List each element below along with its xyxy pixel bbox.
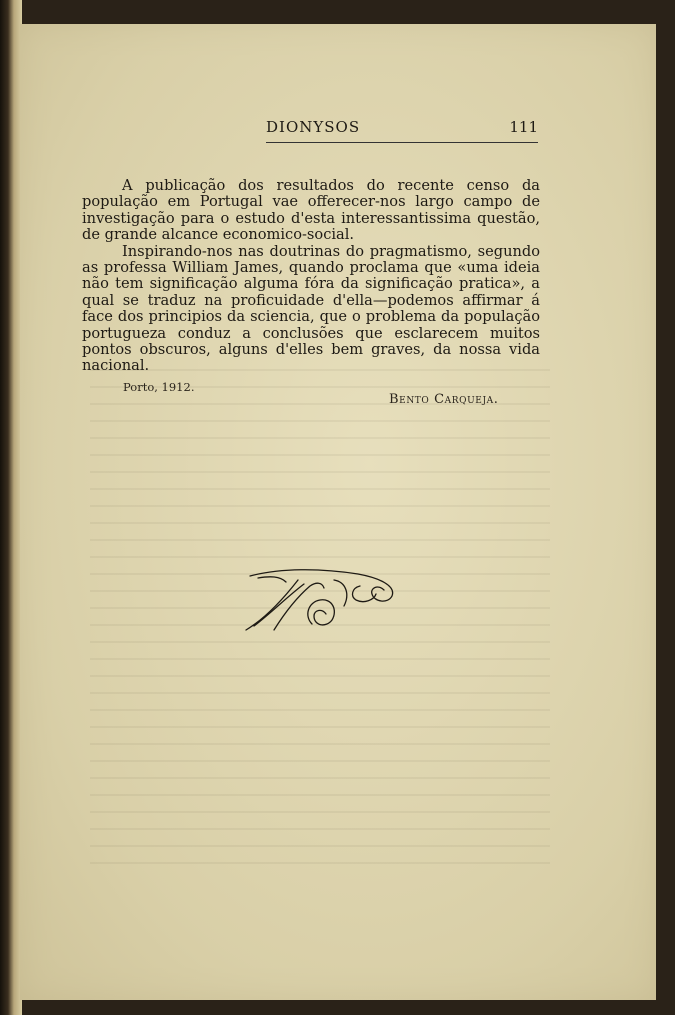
running-header — [266, 118, 538, 143]
page-number: 111 — [509, 118, 538, 136]
paragraph-2: Inspirando-nos nas doutrinas do pragmatismo, segundo as professa William James, quando proclama que «uma ideia não tem significação alguma fóra da significação pratica», a qual se traduz na proficuidade d'ella—podemos affirmar á face dos principios da sciencia, que o problema da população portugueza conduz a conclusões que esclarecem muitos pontos obscuros, alguns d'elles bem graves, da nossa vida nacional. — [82, 242, 540, 375]
author-signature: Bento Carqueja. — [389, 392, 499, 407]
place-date: Porto, 1912. — [123, 380, 195, 394]
flourish-ornament-icon — [240, 564, 400, 636]
running-title: DIONYSOS — [266, 118, 361, 136]
body-text — [82, 178, 540, 375]
book-spine-edge — [0, 0, 22, 1015]
book-page — [20, 24, 656, 1000]
paragraph-1: A publicação dos resultados do recente censo da população em Portugal vae offerecer-nos largo campo de investigação para o estudo d'esta interessantissima questão, de grande alcance economico-social. — [82, 177, 540, 244]
